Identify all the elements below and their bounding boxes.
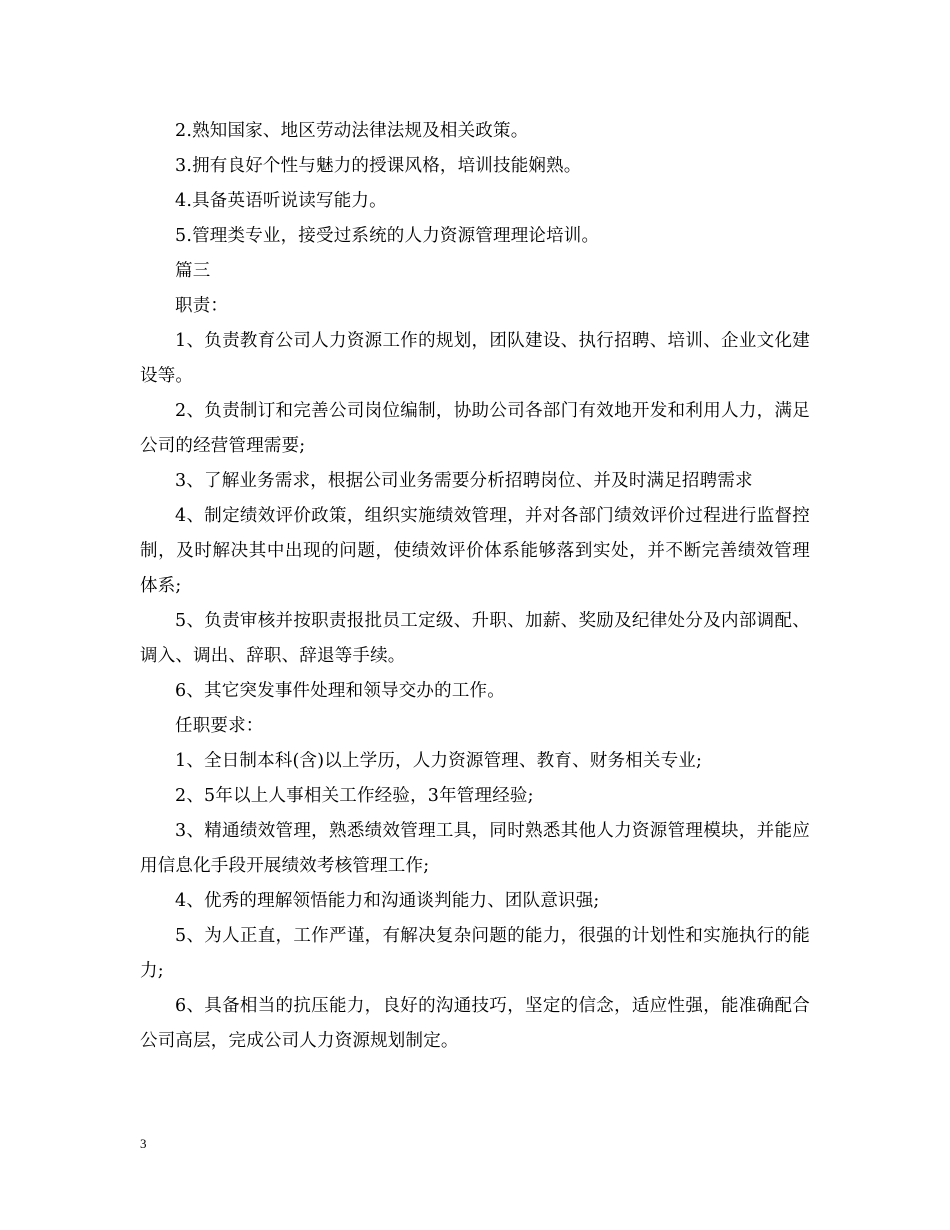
paragraph: 5、为人正直，工作严谨，有解决复杂问题的能力，很强的计划性和实施执行的能力; bbox=[140, 926, 810, 981]
paragraph: 5、负责审核并按职责报批员工定级、升职、加薪、奖励及纪律处分及内部调配、调入、调出、辞职、辞退等手续。 bbox=[140, 611, 810, 666]
paragraph: 3、了解业务需求，根据公司业务需要分析招聘岗位、并及时满足招聘需求 bbox=[175, 471, 753, 491]
subsection-heading: 职责： bbox=[175, 296, 229, 316]
page-number: 3 bbox=[140, 1136, 147, 1151]
paragraph: 4、制定绩效评价政策，组织实施绩效管理，并对各部门绩效评价过程进行监督控制，及时解决其中出现的问题，使绩效评价体系能够落到实处，并不断完善绩效管理体系; bbox=[140, 506, 810, 596]
paragraph: 2、负责制订和完善公司岗位编制，协助公司各部门有效地开发和利用人力，满足公司的经营管理需要; bbox=[140, 401, 810, 456]
section-heading: 篇三 bbox=[175, 261, 211, 281]
paragraph: 3、精通绩效管理，熟悉绩效管理工具，同时熟悉其他人力资源管理模块，并能应用信息化手段开展绩效考核管理工作; bbox=[140, 821, 810, 876]
subsection-heading: 任职要求： bbox=[175, 716, 264, 736]
paragraph: 2.熟知国家、地区劳动法律法规及相关政策。 bbox=[175, 121, 529, 141]
paragraph: 4.具备英语听说读写能力。 bbox=[175, 191, 387, 211]
paragraph: 4、优秀的理解领悟能力和沟通谈判能力、团队意识强; bbox=[175, 891, 600, 911]
paragraph: 3.拥有良好个性与魅力的授课风格，培训技能娴熟。 bbox=[175, 156, 582, 176]
paragraph: 1、负责教育公司人力资源工作的规划，团队建设、执行招聘、培训、企业文化建设等。 bbox=[140, 331, 810, 386]
document-body bbox=[140, 114, 810, 1059]
paragraph: 1、全日制本科(含)以上学历，人力资源管理、教育、财务相关专业; bbox=[175, 751, 703, 771]
paragraph: 2、5年以上人事相关工作经验，3年管理经验; bbox=[175, 786, 534, 806]
paragraph: 6、具备相当的抗压能力，良好的沟通技巧，坚定的信念，适应性强，能准确配合公司高层，完成公司人力资源规划制定。 bbox=[140, 996, 810, 1051]
paragraph: 5.管理类专业，接受过系统的人力资源管理理论培训。 bbox=[175, 226, 600, 246]
paragraph: 6、其它突发事件处理和领导交办的工作。 bbox=[175, 681, 505, 701]
